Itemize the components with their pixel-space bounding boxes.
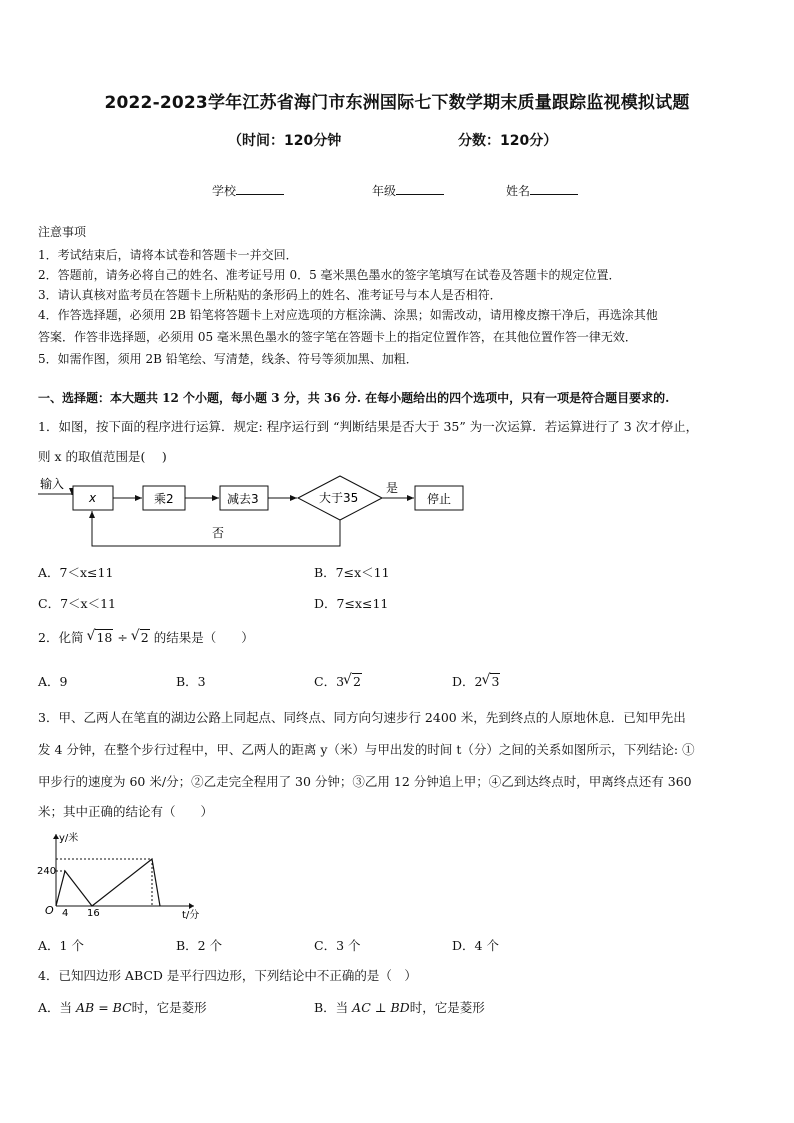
radicand: 3 — [491, 674, 500, 689]
q4-option-b-prefix: B．当 — [314, 1000, 349, 1015]
section-heading: 一、选择题：本大题共 12 个小题，每小题 3 分，共 36 分. 在每小题给出的四个选项中，只有一项是符合题目要求的. — [38, 391, 670, 405]
sqrt-2 — [344, 674, 362, 689]
q2-option-d-label: D．2 — [452, 674, 483, 689]
exam-score: 分数：120分） — [458, 133, 558, 149]
grade-field[interactable] — [372, 182, 444, 199]
q4-option-a-math: AB = BC — [76, 1000, 132, 1015]
flowchart — [36, 474, 476, 554]
school-label: 学校 — [212, 184, 237, 198]
question-4-stem: 4．已知四边形 ABCD 是平行四边形，下列结论中不正确的是（ ） — [38, 968, 417, 983]
x-tick-4: 4 — [62, 908, 69, 919]
notice-item: 2．答题前，请务必将自己的姓名、准考证号用 0．5 毫米黑色墨水的签字笔填写在试卷及答题卡的规定位置． — [38, 268, 621, 282]
q2-prefix: 2．化简 — [38, 630, 84, 645]
q4-option-b[interactable] — [314, 998, 485, 1016]
question-2-stem — [38, 628, 254, 646]
question-3-stem-3: 甲步行的速度为 60 米/分；②乙走完全程用了 30 分钟；③乙用 12 分钟追上甲；④乙到达终点时，甲离终点还有 360 — [38, 774, 692, 789]
y-tick-240: 240 — [37, 866, 57, 877]
question-3-stem-2: 发 4 分钟，在整个步行过程中，甲、乙两人的距离 y（米）与甲出发的时间 t（分）之间的关系如图所示，下列结论: ① — [38, 742, 695, 757]
flow-input-label: 输入 — [40, 477, 65, 491]
q1-option-a[interactable]: A．7＜x≤11 — [38, 565, 114, 580]
exam-time: （时间：120分钟 — [228, 133, 342, 149]
q2-option-c-label: C．3 — [314, 674, 345, 689]
flow-yes-label: 是 — [386, 481, 399, 495]
x-tick-16: 16 — [87, 908, 100, 919]
radicand-18: 18 — [96, 630, 113, 645]
q4-option-b-math: AC ⊥ BD — [352, 1000, 410, 1015]
flow-multiply-label: 乘2 — [154, 492, 174, 506]
q1-option-d[interactable]: D．7≤x≤11 — [314, 596, 389, 611]
question-3-stem: 3．甲、乙两人在笔直的湖边公路上同起点、同终点、同方向匀速步行 2400 米，先到终点的人原地休息．已知甲先出 — [38, 710, 686, 725]
sqrt-2 — [132, 630, 150, 645]
q4-option-a-prefix: A．当 — [38, 1000, 73, 1015]
radicand-2: 2 — [140, 630, 149, 645]
notice-item: 1．考试结束后，请将本试卷和答题卡一并交回． — [38, 248, 298, 262]
flow-condition-label: 大于35 — [319, 491, 359, 505]
flow-subtract-label: 减去3 — [227, 492, 259, 506]
q4-option-b-suffix: 时，它是菱形 — [409, 1000, 485, 1015]
q3-option-c[interactable]: C．3 个 — [314, 938, 361, 953]
q4-option-a-suffix: 时，它是菱形 — [131, 1000, 207, 1015]
q1-option-b[interactable]: B．7≤x＜11 — [314, 565, 390, 580]
name-blank[interactable] — [530, 182, 578, 195]
radicand: 2 — [353, 674, 361, 689]
notice-heading: 注意事项 — [38, 225, 87, 239]
school-blank[interactable] — [236, 182, 284, 195]
q2-divide: ÷ — [117, 630, 128, 645]
name-label: 姓名 — [506, 184, 531, 198]
school-field[interactable] — [212, 182, 284, 199]
q2-option-c[interactable] — [314, 672, 362, 690]
flow-x-label: x — [89, 491, 97, 505]
origin-label: O — [45, 904, 54, 917]
q2-option-d[interactable] — [452, 672, 500, 690]
notice-item: 答案．作答非选择题，必须用 05 毫米黑色墨水的签字笔在答题卡上的指定位置作答，在其他位置作答一律无效． — [38, 330, 637, 344]
q2-suffix: 的结果是（ ） — [153, 630, 254, 645]
y-axis-label: y/米 — [59, 833, 79, 844]
grade-blank[interactable] — [396, 182, 444, 195]
q1-option-c[interactable]: C．7＜x＜11 — [38, 596, 116, 611]
q4-option-a[interactable] — [38, 998, 207, 1016]
q3-option-d[interactable]: D．4 个 — [452, 938, 499, 953]
grade-label: 年级 — [372, 184, 397, 198]
q3-option-a[interactable]: A．1 个 — [38, 938, 84, 953]
notice-item: 4．作答选择题，必须用 2B 铅笔将答题卡上对应选项的方框涂满、涂黑；如需改动，请用橡皮擦干净后，再选涂其他 — [38, 308, 658, 322]
question-1-stem: 1．如图，按下面的程序进行运算．规定: 程序运行到 “判断结果是否大于 35” 为一次运算．若运算进行了 3 次才停止， — [38, 419, 699, 434]
question-1-stem-2: 则 x 的取值范围是( ) — [38, 449, 167, 464]
graph-polyline — [56, 859, 160, 906]
flow-stop-label: 停止 — [427, 492, 452, 506]
notice-item: 3．请认真核对监考员在答题卡上所粘贴的条形码上的姓名、准考证号与本人是否相符． — [38, 288, 502, 302]
q2-option-b[interactable]: B．3 — [176, 674, 206, 689]
notice-item: 5．如需作图，须用 2B 铅笔绘、写清楚，线条、符号等须加黑、加粗． — [38, 352, 418, 366]
x-axis-label: t/分 — [182, 910, 200, 921]
q2-option-a[interactable]: A．9 — [38, 674, 68, 689]
flow-no-label: 否 — [212, 526, 225, 540]
page-title: 2022-2023学年江苏省海门市东洲国际七下数学期末质量跟踪监视模拟试题 — [104, 93, 690, 113]
sqrt-3 — [482, 674, 500, 689]
question-3-stem-4: 米；其中正确的结论有（ ） — [38, 804, 214, 819]
q3-option-b[interactable]: B．2 个 — [176, 938, 223, 953]
name-field[interactable] — [506, 182, 578, 199]
sqrt-18 — [87, 630, 113, 645]
distance-time-graph — [34, 830, 204, 922]
